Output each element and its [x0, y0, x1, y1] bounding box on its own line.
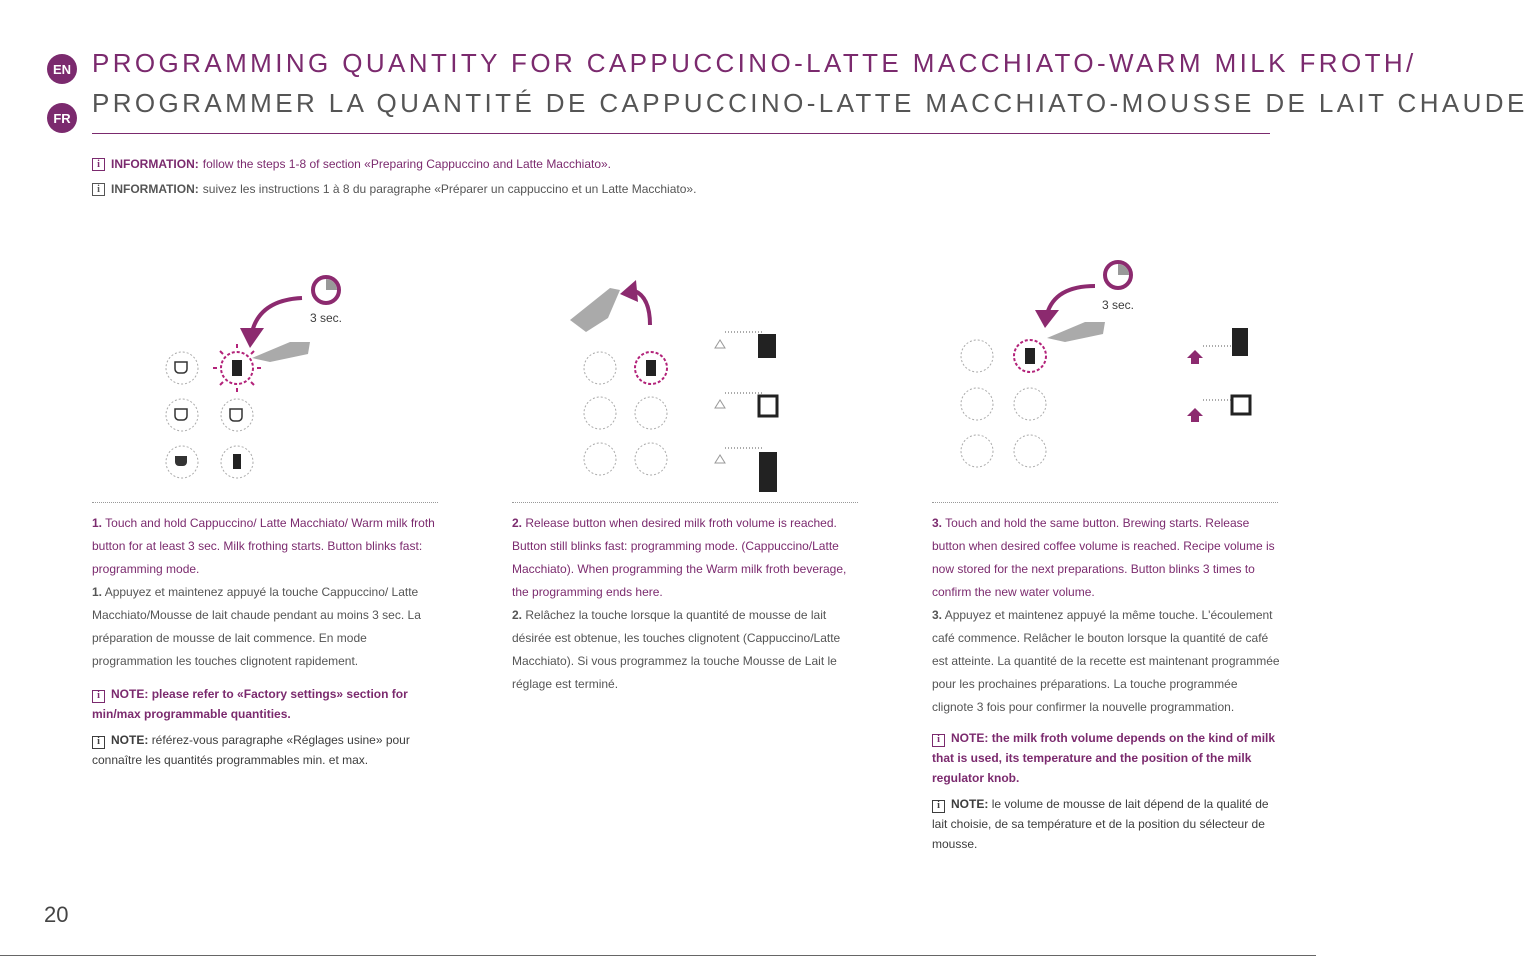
column-divider — [512, 502, 858, 503]
column-divider — [92, 502, 438, 503]
cappuccino-button — [221, 399, 253, 431]
note-text-en: please refer to «Factory settings» section for min/max programmable quantities. — [92, 687, 408, 721]
step-number: 1. — [92, 516, 103, 530]
title-divider — [92, 133, 1270, 134]
cup-button — [961, 388, 993, 420]
info-icon: i — [92, 158, 105, 171]
volume-level-icons — [715, 332, 777, 492]
note-text-fr: le volume de mousse de lait dépend de la qualité de lait choisie, de sa température et de la position du sélecteur de mousse. — [932, 797, 1269, 851]
page-number: 20 — [44, 902, 69, 927]
info-icon: i — [932, 800, 945, 813]
step-1 — [92, 512, 442, 673]
step-text-fr: Relâchez la touche lorsque la quantité de mousse de lait désirée est obtenue, les touches clignotent (Cappuccino/Latte Macchiato). Si vous programmez la touche Mousse de Lait le réglage est terminé. — [512, 608, 841, 691]
cappuccino-button — [1014, 388, 1046, 420]
cup-button — [961, 340, 993, 372]
hand-icon — [1047, 322, 1105, 342]
language-badge-en: EN — [47, 54, 77, 84]
glass-button-active — [1014, 340, 1046, 372]
step-text-fr: Appuyez et maintenez appuyé la même touche. L'écoulement café commence. Relâcher le bouton lorsque la quantité de café est atteinte. La quantité de la recette est maintenant programmée pour les prochaines préparations. La touche programmée clignote 3 fois pour confirmer la nouvelle programmation. — [932, 608, 1280, 714]
information-text: follow the steps 1-8 of section «Preparing Cappuccino and Latte Macchiato». — [202, 157, 612, 171]
cup-button — [961, 435, 993, 467]
info-icon: i — [92, 690, 105, 703]
glass-button-active — [635, 352, 667, 384]
glass-button-active — [221, 352, 253, 384]
step2-illustration — [570, 270, 830, 495]
info-icon: i — [92, 736, 105, 749]
arrow-up-icon — [620, 280, 650, 325]
step-number: 2. — [512, 608, 523, 622]
step-number: 2. — [512, 516, 523, 530]
language-badge-fr: FR — [47, 103, 77, 133]
hand-icon — [570, 288, 620, 332]
step1-illustration — [160, 270, 460, 490]
note-step-3 — [932, 728, 1277, 860]
hand-icon — [252, 342, 310, 362]
cup-button — [584, 443, 616, 475]
page-title-en: PROGRAMMING QUANTITY FOR CAPPUCCINO-LATTE MACCHIATO-WARM MILK FROTH/ — [92, 48, 1417, 78]
glass-button — [1014, 435, 1046, 467]
timer-icon — [313, 277, 339, 303]
cup-button — [584, 352, 616, 384]
note-text-en: the milk froth volume depends on the kind of milk that is used, its temperature and the position of the milk regulator knob. — [932, 731, 1276, 785]
cup-button — [166, 399, 198, 431]
glass-button — [635, 443, 667, 475]
cappuccino-button — [635, 397, 667, 429]
volume-level-icons — [1187, 328, 1250, 422]
cup-button — [166, 446, 198, 478]
timer-label: 3 sec. — [1102, 298, 1135, 312]
information-text: suivez les instructions 1 à 8 du paragraphe «Préparer un cappuccino et un Latte Macchiato». — [202, 182, 697, 196]
timer-icon — [1105, 262, 1131, 288]
timer-label: 3 sec. — [310, 311, 343, 325]
step-2 — [512, 512, 862, 696]
step-text-en: Touch and hold the same button. Brewing starts. Release button when desired coffee volume is reached. Recipe volume is now stored for the next preparations. Button blinks 3 times to confirm the new water volume. — [932, 516, 1275, 599]
note-label: NOTE: — [111, 733, 149, 747]
note-label: NOTE: — [111, 687, 149, 701]
info-icon: i — [92, 183, 105, 196]
arrow-down-icon — [1035, 286, 1095, 328]
information-fr — [92, 182, 696, 196]
step-text-fr: Appuyez et maintenez appuyé la touche Cappuccino/ Latte Macchiato/Mousse de lait chaude pendant au moins 3 sec. La préparation de mousse de lait commence. En mode programmation les touches clignotent rapidement. — [92, 585, 421, 668]
cup-button — [584, 397, 616, 429]
information-en — [92, 157, 611, 171]
step-number: 3. — [932, 516, 943, 530]
info-icon: i — [932, 734, 945, 747]
glass-button — [221, 446, 253, 478]
footer-divider — [0, 955, 1316, 956]
information-label: INFORMATION: — [111, 157, 199, 171]
note-text-fr: référez-vous paragraphe «Réglages usine» pour connaître les quantités programmables min. et max. — [92, 733, 410, 767]
note-label: NOTE: — [951, 731, 989, 745]
column-divider — [932, 502, 1278, 503]
cup-button — [166, 352, 198, 384]
step-text-en: Release button when desired milk froth volume is reached. Button still blinks fast: programming mode. (Cappuccino/Latte Macchiato). When programming the Warm milk froth beverage, the programming ends here. — [512, 516, 847, 599]
note-label: NOTE: — [951, 797, 989, 811]
note-step-1 — [92, 684, 437, 776]
arrow-down-icon — [240, 298, 302, 348]
step3-illustration — [955, 258, 1265, 473]
information-label: INFORMATION: — [111, 182, 199, 196]
step-number: 1. — [92, 585, 103, 599]
step-number: 3. — [932, 608, 943, 622]
page-title-fr: PROGRAMMER LA QUANTITÉ DE CAPPUCCINO-LATTE MACCHIATO-MOUSSE DE LAIT CHAUDE — [92, 88, 1528, 118]
step-text-en: Touch and hold Cappuccino/ Latte Macchiato/ Warm milk froth button for at least 3 sec. Milk frothing starts. Button blinks fast: programming mode. — [92, 516, 435, 576]
step-3 — [932, 512, 1282, 719]
